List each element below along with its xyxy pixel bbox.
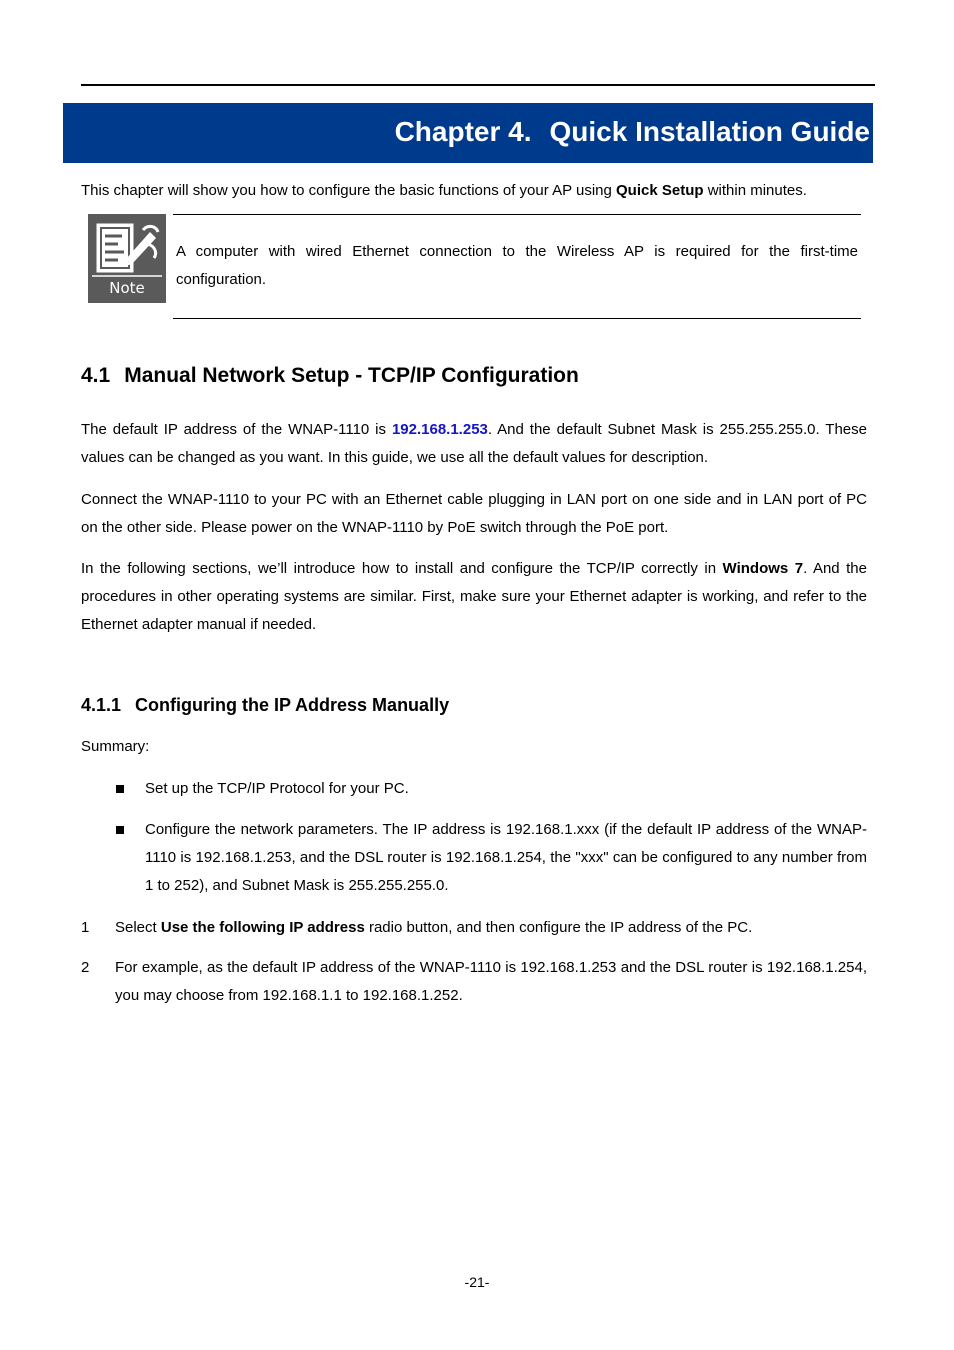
note-icon-label: Note — [109, 279, 145, 297]
note-top-rule — [173, 214, 861, 215]
intro-paragraph — [81, 177, 881, 205]
paragraph-sections — [81, 555, 867, 639]
section-title: Manual Network Setup - TCP/IP Configuration — [124, 364, 579, 387]
chapter-banner — [63, 103, 873, 163]
bullet-item: Set up the TCP/IP Protocol for your PC. — [145, 780, 409, 797]
p3-bold: Windows 7 — [722, 560, 804, 577]
p1-text-end: . And the default Subnet Mask is 255.255.255.0. These values can be changed as you want. In this guide, we use all the default values for description. — [81, 421, 867, 466]
p3-text-end: . And the procedures in other operating systems are similar. First, make sure your Ethernet adapter is working, and refer to the Ethernet adapter manual if needed. — [81, 560, 867, 633]
page-number: -21- — [464, 1274, 490, 1290]
default-ip-link[interactable]: 192.168.1.253 — [391, 421, 488, 438]
paragraph-default-ip — [81, 416, 867, 472]
section-number: 4.1 — [81, 364, 111, 387]
subsection-heading — [81, 695, 449, 716]
note-text: A computer with wired Ethernet connection to the Wireless AP is required for the first-time configuration. — [176, 243, 858, 288]
bullet-item: Configure the network parameters. The IP address is 192.168.1.xxx (if the default IP address of the WNAP-1110 is 192.168.1.253, and the DSL router is 192.168.1.254, the "xxx" can be configured to any number from 1 to 252), and Subnet Mask is 255.255.255.0. — [145, 821, 867, 894]
header-rule — [81, 84, 875, 86]
intro-bold: Quick Setup — [616, 182, 704, 199]
subsection-number: 4.1.1 — [81, 695, 122, 715]
p1-text: The default IP address of the WNAP-1110 is — [81, 421, 392, 438]
step-item: For example, as the default IP address of the WNAP-1110 is 192.168.1.253 and the DSL router is 192.168.1.254, you may choose from 192.168.1.1 to 192.168.1.252. — [115, 959, 867, 1004]
chapter-title — [395, 116, 870, 148]
note-icon — [88, 214, 166, 303]
p3-text: In the following sections, we’ll introduce how to install and configure the TCP/IP correctly in — [81, 560, 723, 577]
bullet-square-icon — [116, 785, 124, 793]
step-item — [115, 914, 867, 942]
step1-bold: Use the following IP address — [160, 919, 365, 936]
section-heading — [81, 364, 579, 388]
paragraph-connect: Connect the WNAP-1110 to your PC with an Ethernet cable plugging in LAN port on one side and in LAN port of PC on the other side. Please power on the WNAP-1110 by PoE switch through the PoE port. — [81, 491, 867, 536]
chapter-number: Chapter 4. — [394, 116, 532, 147]
intro-text: This chapter will show you how to configure the basic functions of your AP using — [81, 182, 617, 199]
step-number: 1 — [81, 919, 90, 936]
intro-text-end: within minutes. — [703, 182, 807, 199]
step-number: 2 — [81, 959, 90, 976]
step1-text-end: radio button, and then configure the IP address of the PC. — [364, 919, 753, 936]
summary-label: Summary: — [81, 738, 150, 755]
bullet-square-icon — [116, 826, 124, 834]
subsection-title: Configuring the IP Address Manually — [135, 695, 450, 715]
chapter-title-text: Quick Installation Guide — [549, 116, 870, 147]
step1-text: Select — [115, 919, 161, 936]
note-bottom-rule — [173, 318, 861, 319]
